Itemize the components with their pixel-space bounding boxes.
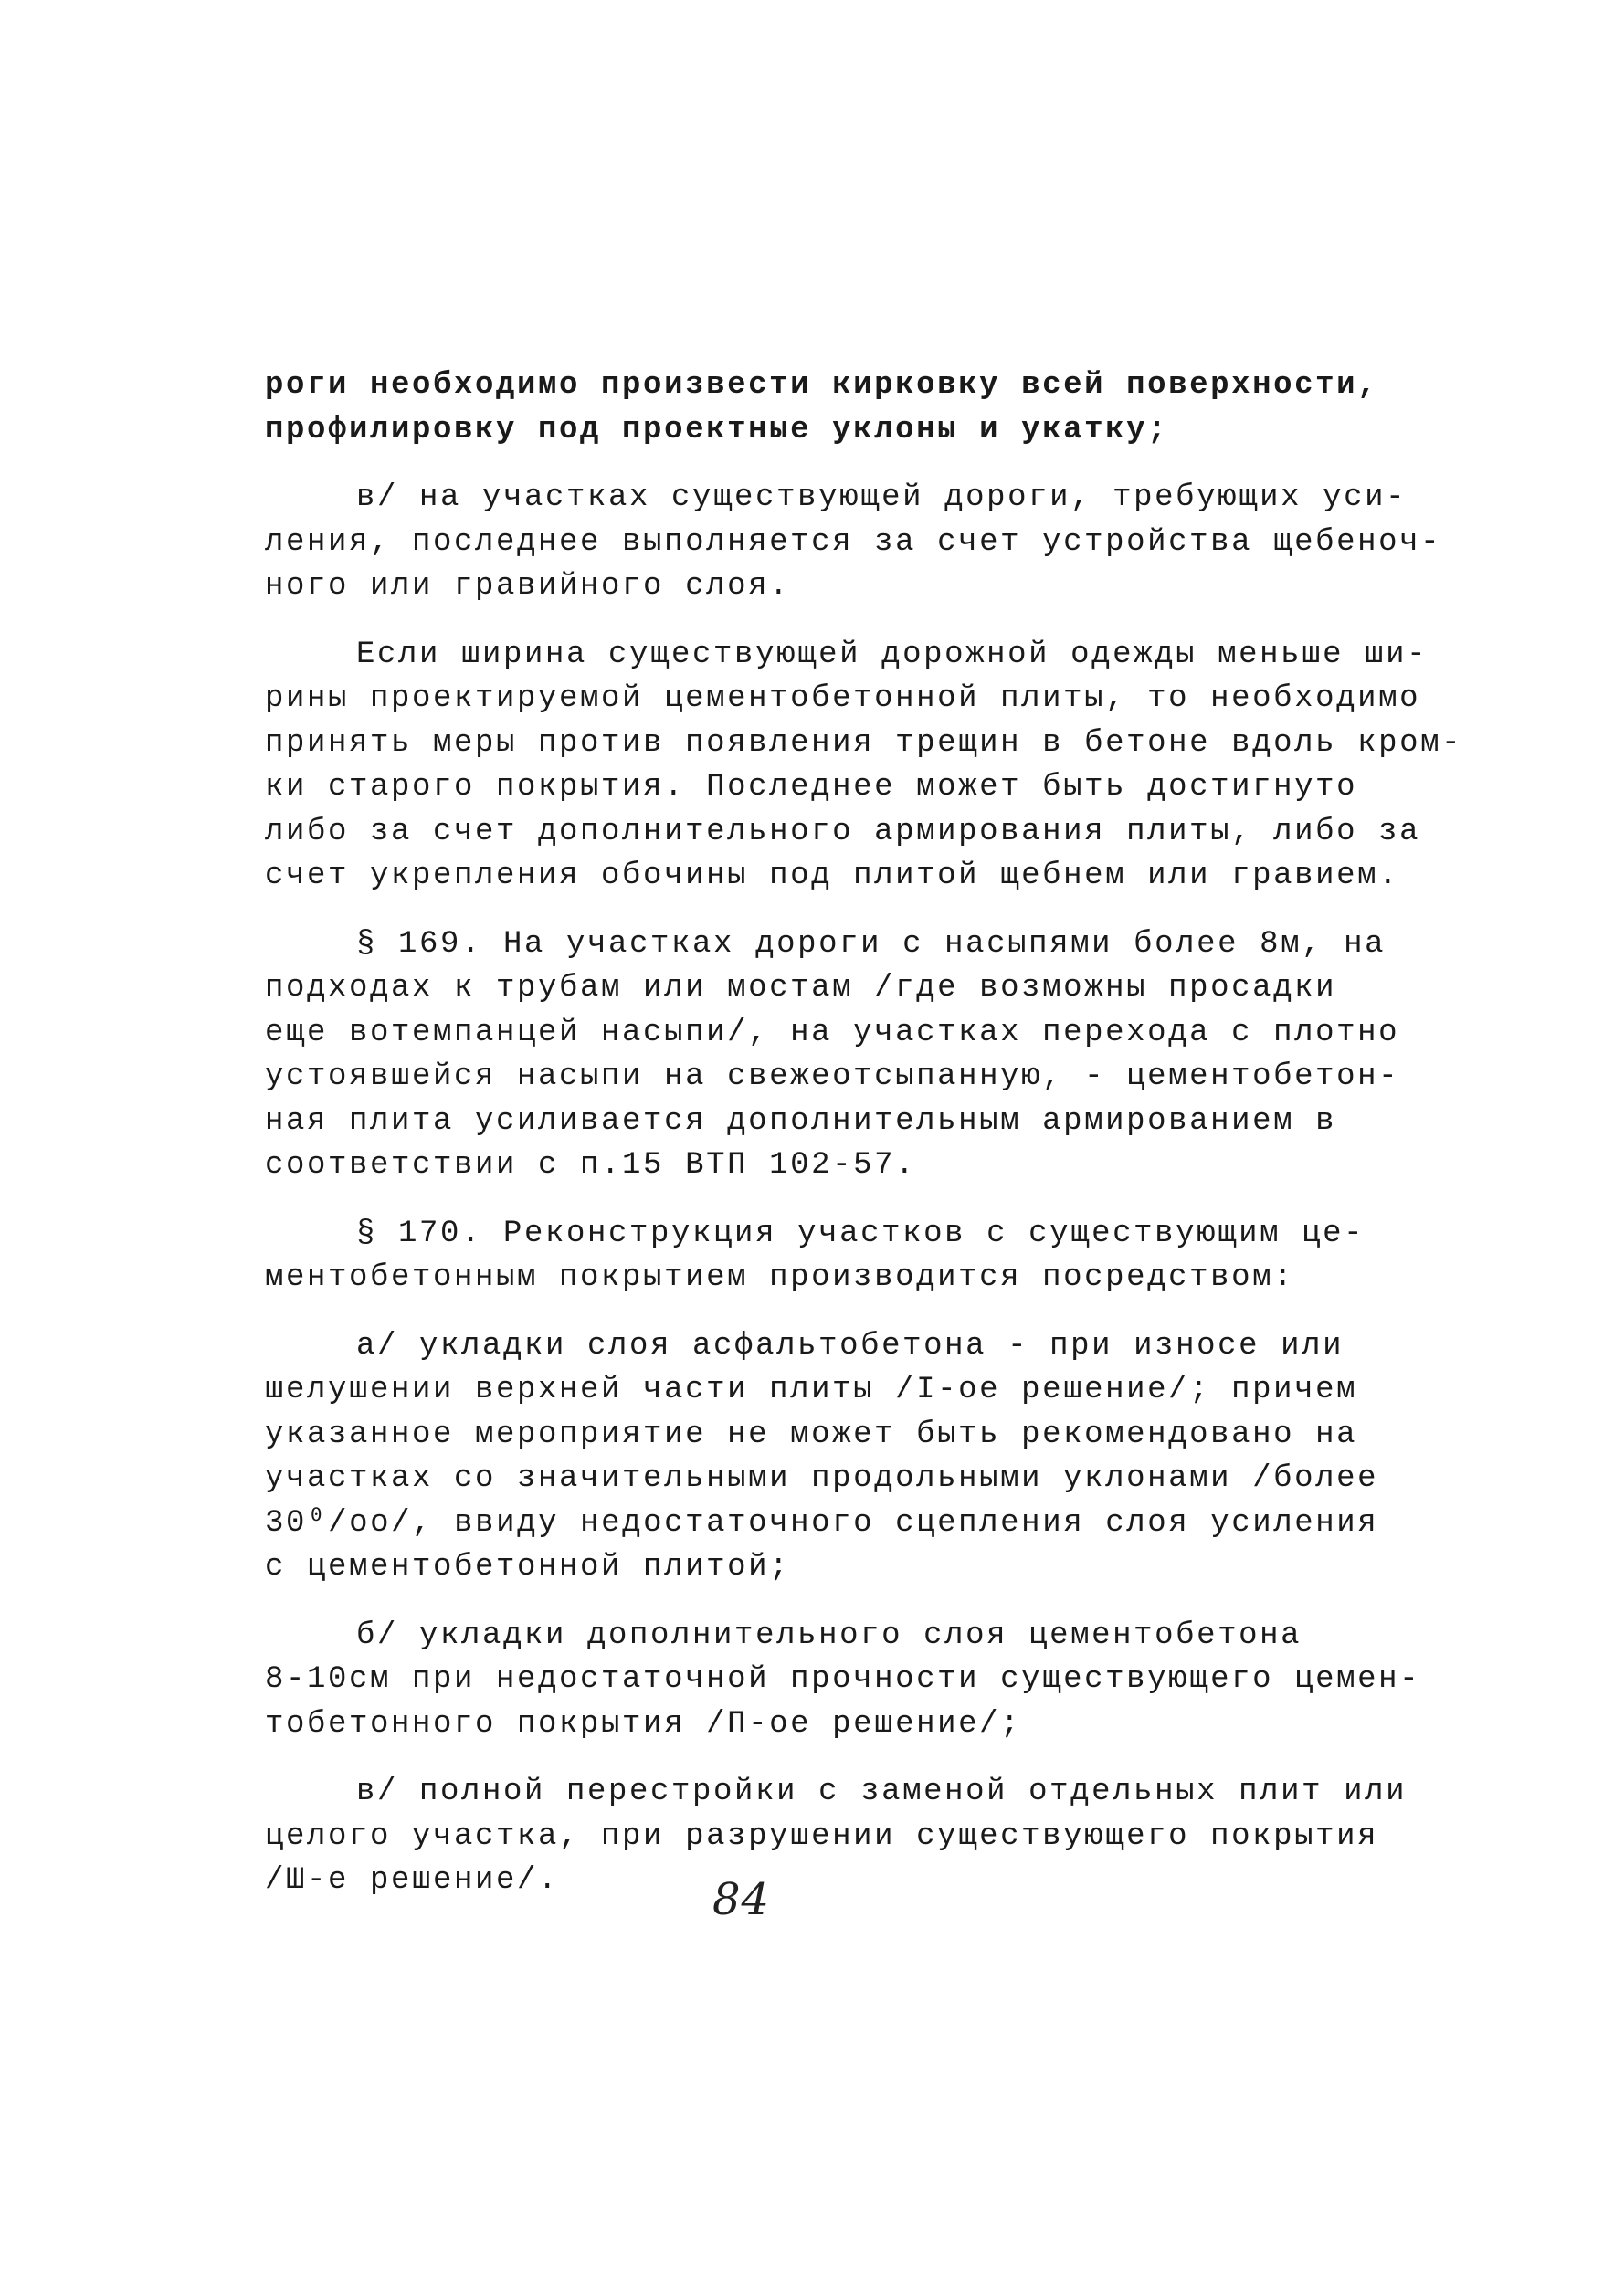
text-line: подходах к трубам или мостам /где возможны просадки [265, 971, 1337, 1006]
page-number: 84 [712, 1874, 771, 1925]
text-line: 30⁰/оо/, ввиду недостаточного сцепления слоя усиления [265, 1505, 1379, 1541]
paragraph-item-b-concrete-layer [265, 1614, 1421, 1747]
text-line: 8-10см при недостаточной прочности существующего цемен- [265, 1662, 1421, 1697]
text-line: тобетонного покрытия /П-ое решение/; [265, 1706, 1022, 1742]
text-line: ная плита усиливается дополнительным армированием в [265, 1103, 1337, 1139]
text-line: § 169. На участках дороги с насыпями более 8м, на [356, 926, 1387, 962]
text-line: шелушении верхней части плиты /I-ое решение/; причем [265, 1373, 1358, 1407]
text-line: в/ полной перестройки с заменой отдельных плит или [356, 1775, 1408, 1809]
paragraph-width-mismatch [265, 633, 1463, 899]
text-line: § 170. Реконструкция участков с существующим це- [356, 1216, 1366, 1251]
paragraph-item-a-asphalt [265, 1324, 1379, 1590]
text-line: соответствии с п.15 ВТП 102-57. [265, 1148, 917, 1183]
text-line: а/ укладки слоя асфальтобетона - при износе или [356, 1328, 1345, 1364]
text-line: ки старого покрытия. Последнее может быть достигнуто [265, 770, 1358, 805]
text-line: указанное мероприятие не может быть рекомендовано на [265, 1417, 1358, 1452]
text-line: роги необходимо произвести кирковку всей поверхности, [265, 368, 1379, 403]
text-line: Если ширина существующей дорожной одежды меньше ши- [356, 637, 1429, 672]
text-line: /Ш-е решение/. [265, 1863, 560, 1898]
text-line: ления, последнее выполняется за счет устройства щебеноч- [265, 524, 1442, 560]
paragraph-item-v-rebuild [265, 1770, 1408, 1903]
text-line: с цементобетонной плитой; [265, 1550, 791, 1585]
text-line: профилировку под проектные уклоны и укатку; [265, 412, 1169, 448]
text-line: принять меры против появления трещин в бетоне вдоль кром- [265, 725, 1463, 761]
paragraph-section-170 [265, 1212, 1379, 1301]
text-line: в/ на участках существующей дороги, требующих уси- [356, 480, 1408, 515]
text-line: еще вотемпанцей насыпи/, на участках перехода с плотно [265, 1015, 1400, 1050]
body-text [265, 363, 1463, 1927]
text-line: б/ укладки дополнительного слоя цементобетона [356, 1617, 1302, 1653]
text-line: либо за счет дополнительного армирования плиты, либо за [265, 814, 1421, 849]
text-line: рины проектируемой цементобетонной плиты, то необходимо [265, 681, 1421, 716]
text-line: ментобетонным покрытием производится посредством: [265, 1260, 1295, 1295]
paragraph-road-profiling [265, 363, 1379, 452]
paragraph-section-169 [265, 922, 1400, 1188]
text-line: ного или гравийного слоя. [265, 569, 791, 604]
text-line: устоявшейся насыпи на свежеотсыпанную, - цементобетон- [265, 1059, 1400, 1094]
text-line: целого участка, при разрушении существующего покрытия [265, 1818, 1379, 1854]
text-line: счет укрепления обочины под плитой щебнем или гравием. [265, 859, 1400, 893]
text-line: участках со значительными продольными уклонами /более [265, 1461, 1379, 1496]
paragraph-item-v-strengthening [265, 476, 1442, 609]
